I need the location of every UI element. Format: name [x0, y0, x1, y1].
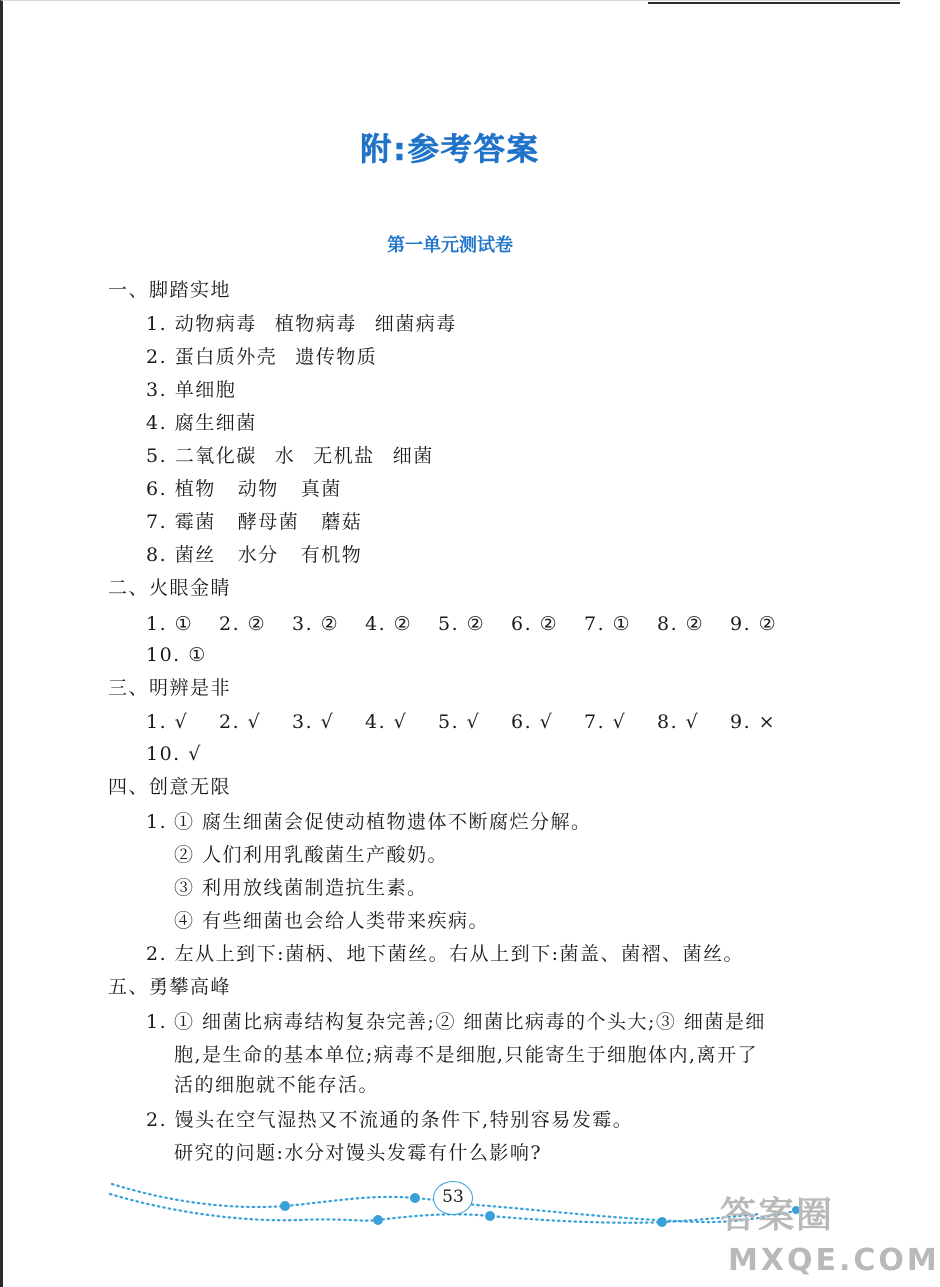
question-number: 1. [146, 1011, 168, 1033]
answer-line: 1. 动物病毒 植物病毒 细菌病毒 [146, 313, 457, 335]
answer-line: 2. 蛋白质外壳 遗传物质 [146, 346, 378, 368]
answer-line: 7. 霉菌 酵母菌 蘑菇 [146, 511, 363, 533]
unit-title: 第一单元测试卷 [387, 235, 513, 256]
decor-dot [373, 1215, 383, 1225]
section-heading-2: 二、火眼金睛 [108, 577, 232, 599]
watermark-top: 答案圈 [720, 1195, 835, 1236]
watermark-bottom: MXQE.COM [728, 1243, 940, 1278]
answer-line: ③ 利用放线菌制造抗生素。 [174, 877, 428, 899]
answer-cell: 4. √ [365, 711, 408, 733]
answer-cell: 7. ① [584, 613, 632, 635]
section-heading-1: 一、脚踏实地 [108, 279, 232, 301]
answer-line: 3. 单细胞 [146, 379, 237, 401]
section-heading-4: 四、创意无限 [108, 776, 232, 798]
answer-cell: 2. √ [219, 711, 262, 733]
answer-line: 4. 腐生细菌 [146, 412, 257, 434]
answer-line: 5. 二氧化碳 水 无机盐 细菌 [146, 445, 434, 467]
answer-cell: 2. ② [219, 613, 267, 635]
section-heading-3: 三、明辨是非 [108, 677, 232, 699]
answer-line: 2. 馒头在空气湿热又不流通的条件下,特别容易发霉。 [146, 1109, 634, 1131]
answer-cell: 9. ② [730, 613, 778, 635]
choice-answers-row [146, 612, 803, 636]
decor-dot [485, 1211, 495, 1221]
answer-cell: 1. ① [146, 613, 194, 635]
answer-cell: 8. ② [657, 613, 705, 635]
answer-line: ④ 有些细菌也会给人类带来疾病。 [174, 910, 490, 932]
answer-cell: 10. ① [146, 644, 207, 666]
top-rule [648, 2, 900, 4]
section-heading-5: 五、勇攀高峰 [108, 976, 232, 998]
answer-line: 6. 植物 动物 真菌 [146, 478, 342, 500]
answer-cell: 8. √ [657, 711, 700, 733]
answer-line: ① 腐生细菌会促使动植物遗体不断腐烂分解。 [174, 811, 592, 833]
truefalse-answers-row [146, 710, 803, 734]
answer-line: 胞,是生命的基本单位;病毒不是细胞,只能寄生于细胞体内,离开了 [174, 1044, 759, 1066]
answer-cell: 6. √ [511, 711, 554, 733]
page-number: 53 [433, 1181, 473, 1215]
answer-cell: 5. ② [438, 613, 486, 635]
answer-cell: 5. √ [438, 711, 481, 733]
answer-cell: 10. √ [146, 743, 202, 765]
answer-line: 研究的问题:水分对馒头发霉有什么影响? [174, 1142, 543, 1164]
decor-dot [280, 1201, 290, 1211]
page-title: 附:参考答案 [360, 132, 540, 168]
watermark [720, 1195, 940, 1278]
answer-cell: 1. √ [146, 711, 189, 733]
answer-cell: 9. × [730, 711, 777, 733]
decor-dot [657, 1217, 667, 1227]
answer-cell: 3. √ [292, 711, 335, 733]
answer-line: ② 人们利用乳酸菌生产酸奶。 [174, 844, 449, 866]
answer-cell: 6. ② [511, 613, 559, 635]
question-number: 1. [146, 811, 168, 833]
answer-line: ① 细菌比病毒结构复杂完善;② 细菌比病毒的个头大;③ 细菌是细 [174, 1011, 766, 1033]
answer-line: 8. 菌丝 水分 有机物 [146, 544, 363, 566]
answer-cell: 7. √ [584, 711, 627, 733]
answer-line: 2. 左从上到下:菌柄、地下菌丝。右从上到下:菌盖、菌褶、菌丝。 [146, 943, 744, 965]
answer-line: 活的细胞就不能存活。 [174, 1074, 380, 1096]
answer-cell: 3. ② [292, 613, 340, 635]
answer-cell: 4. ② [365, 613, 413, 635]
decor-dot [410, 1193, 420, 1203]
